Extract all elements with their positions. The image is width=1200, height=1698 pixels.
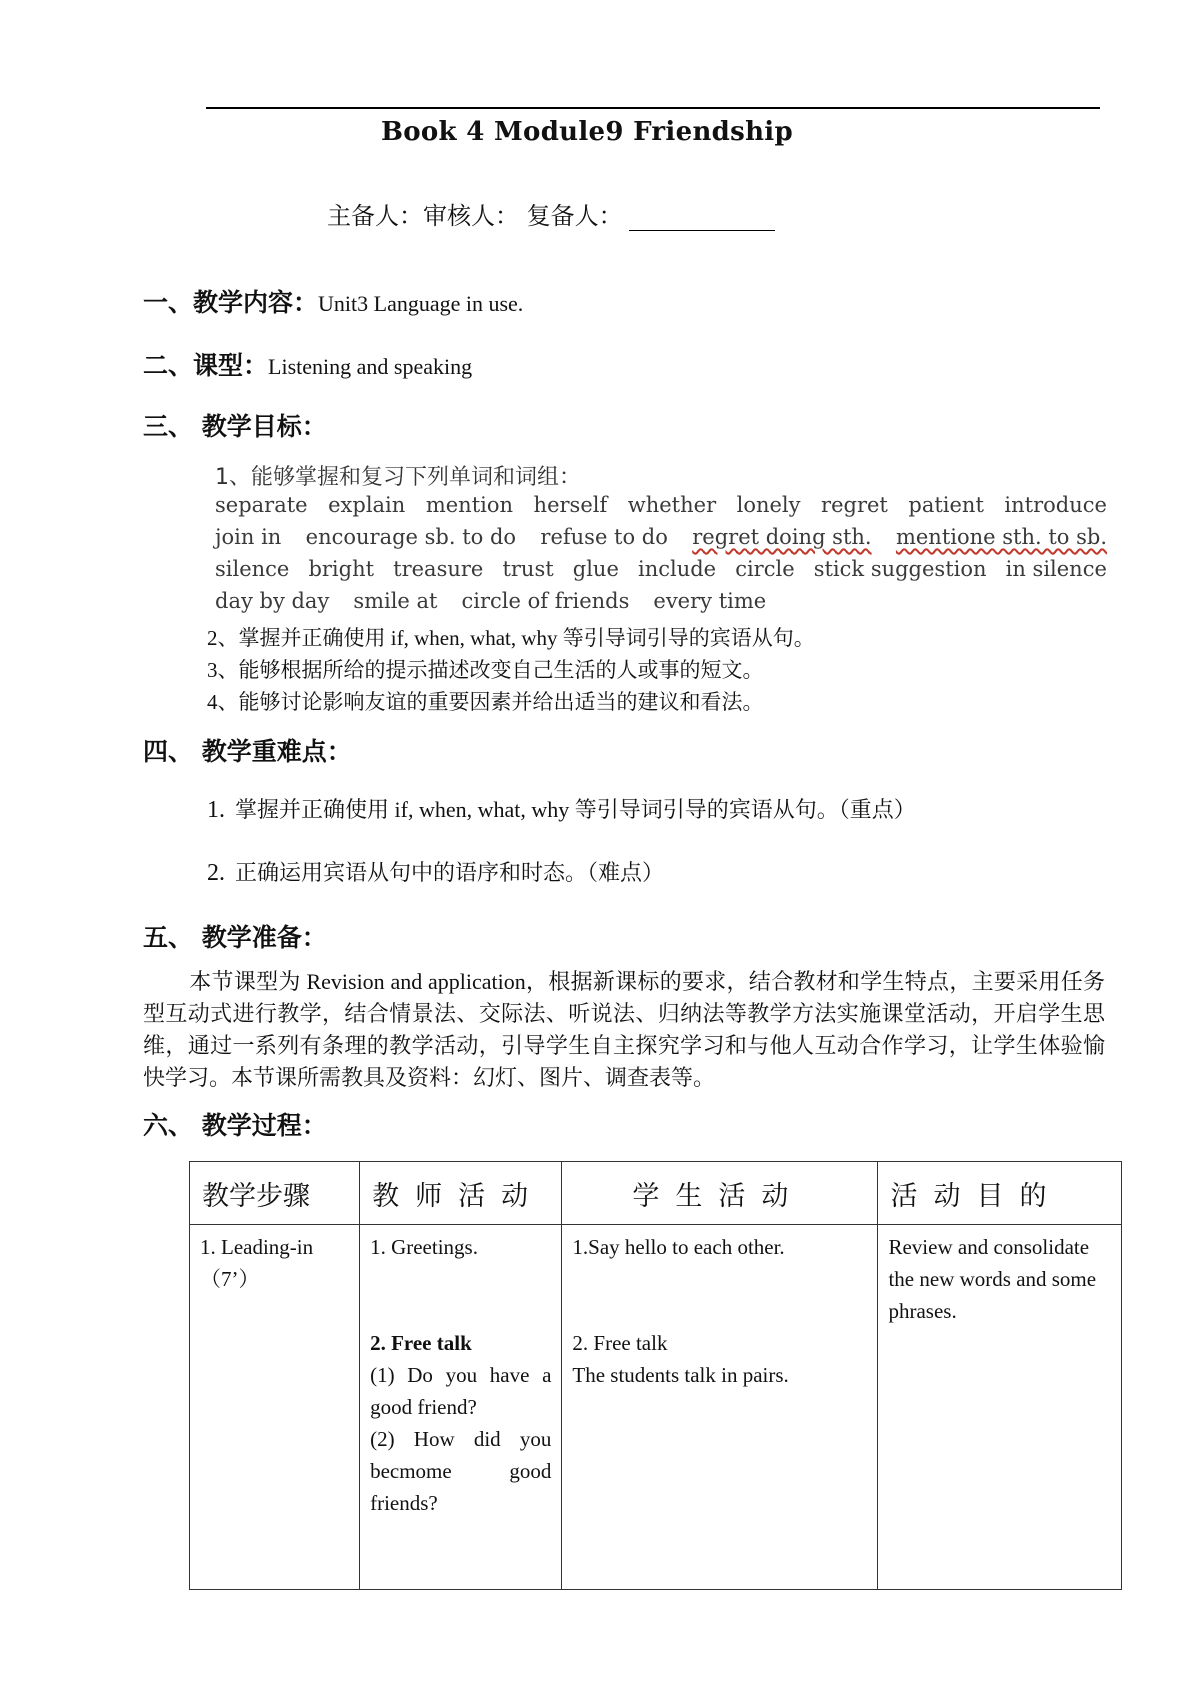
vocab-word: explain	[328, 493, 406, 517]
prep-people-label: 主备人：审核人： 复备人：	[327, 202, 623, 230]
key-point-number: 2.	[207, 860, 225, 886]
vocab-word: mention	[425, 493, 514, 517]
spacer	[572, 1295, 867, 1327]
preparation-text: 本节课型为 Revision and application，根据新课标的要求，结合教材和学生特点，主要采用任务型互动式进行教学，结合情景法、交际法、听说法、归纳法等教学方法实施课堂活动，开启学生思维，通过一系列有条理的教学活动，引导学生自主探究学习和与他人互动合作学习，让学生体验愉快学习。本节课所需教具及资料：幻灯、图片、调查表等。	[143, 969, 1105, 1090]
student-free-talk-title: 2. Free talk	[572, 1331, 668, 1355]
step-time: （7’）	[200, 1267, 260, 1291]
student-greetings: 1.Say hello to each other.	[572, 1235, 785, 1259]
vocab-row-1	[215, 493, 1107, 517]
vocab-word: silence	[215, 557, 290, 581]
vocab-word: regret	[821, 493, 888, 517]
vocab-word: whether	[627, 493, 717, 517]
section-process-label: 六、 教学过程：	[143, 1111, 327, 1140]
vocab-word: circle of friends	[461, 589, 630, 613]
vocab-word: glue	[572, 557, 619, 581]
vocab-word: mentione sth. to sb.	[895, 525, 1107, 549]
teacher-free-talk-title: 2. Free talk	[370, 1331, 472, 1355]
vocab-word: day by day	[215, 589, 330, 613]
key-point-2	[207, 856, 664, 887]
vocab-word: circle	[735, 557, 795, 581]
header-student-activity: 学生活动	[562, 1162, 878, 1225]
vocab-word: bright	[308, 557, 375, 581]
section-content-label: 一、教学内容：	[143, 288, 319, 317]
objectives-subtitle: 1、能够掌握和复习下列单词和词组：	[215, 465, 581, 490]
vocab-word: herself	[533, 493, 608, 517]
vocab-word: regret doing sth.	[692, 525, 872, 549]
preparation-paragraph	[143, 966, 1105, 1094]
section-type	[143, 346, 472, 382]
table-header-row	[190, 1162, 1122, 1225]
vocab-word: stick suggestion	[813, 557, 987, 581]
vocab-row-2	[215, 525, 1107, 549]
header-teacher-activity: 教师活动	[360, 1162, 562, 1225]
prep-people-blank	[629, 210, 775, 231]
objective-item-4: 4、能够讨论影响友谊的重要因素并给出适当的建议和看法。	[207, 690, 764, 714]
section-content	[143, 283, 523, 319]
vocab-word: separate	[215, 493, 308, 517]
section-type-value: Listening and speaking	[268, 354, 473, 379]
section-process	[143, 1106, 327, 1142]
vocab-word: introduce	[1004, 493, 1107, 517]
key-point-text: 掌握并正确使用 if, when, what, why 等引导词引导的宾语从句。（重点）	[235, 797, 916, 822]
vocab-row-3	[215, 557, 1107, 581]
cell-step	[190, 1225, 360, 1590]
prep-people-line	[327, 196, 775, 231]
objective-item-2: 2、掌握并正确使用 if, when, what, why 等引导词引导的宾语从句。	[207, 626, 815, 650]
vocab-word: trust	[502, 557, 554, 581]
step-name: 1. Leading-in	[200, 1235, 314, 1259]
section-preparation-label: 五、 教学准备：	[143, 923, 327, 952]
student-free-talk-text: The students talk in pairs.	[572, 1363, 789, 1387]
vocab-word: include	[637, 557, 717, 581]
document-title: Book 4 Module9 Friendship	[381, 117, 793, 147]
key-point-text: 正确运用宾语从句中的语序和时态。（难点）	[235, 860, 665, 885]
purpose-text: Review and consolidate the new words and some phrases.	[888, 1235, 1097, 1323]
spacer	[370, 1263, 551, 1295]
section-objectives-label: 三、 教学目标：	[143, 412, 327, 441]
header-rule	[206, 107, 1100, 109]
table-row	[190, 1225, 1122, 1590]
vocab-word: in silence	[1005, 557, 1107, 581]
section-objectives	[143, 407, 327, 443]
cell-student-activity	[562, 1225, 878, 1590]
cell-teacher-activity	[360, 1225, 562, 1590]
section-type-label: 二、课型：	[143, 351, 269, 380]
vocab-word: patient	[908, 493, 984, 517]
vocab-word: refuse to do	[540, 525, 668, 549]
key-point-1	[207, 793, 916, 824]
section-content-value: Unit3 Language in use.	[318, 291, 524, 316]
teacher-greetings: 1. Greetings.	[370, 1235, 478, 1259]
header-purpose: 活动目的	[878, 1162, 1122, 1225]
section-key-points	[143, 732, 352, 768]
cell-purpose	[878, 1225, 1122, 1590]
process-table	[189, 1161, 1122, 1590]
teacher-question-2: (2) How did you becmome good friends?	[370, 1427, 552, 1515]
vocab-word: every time	[653, 589, 767, 613]
section-preparation	[143, 918, 327, 954]
vocab-word: encourage sb. to do	[305, 525, 517, 549]
vocab-word: lonely	[736, 493, 801, 517]
vocab-word: treasure	[393, 557, 484, 581]
key-point-number: 1.	[207, 797, 225, 823]
vocab-word: smile at	[353, 589, 438, 613]
spacer	[572, 1263, 867, 1295]
vocab-word: join in	[215, 525, 282, 549]
objective-item-3: 3、能够根据所给的提示描述改变自己生活的人或事的短文。	[207, 658, 764, 682]
vocab-row-4	[215, 589, 1107, 613]
teacher-question-1: (1) Do you have a good friend?	[370, 1363, 552, 1419]
header-step: 教学步骤	[190, 1162, 360, 1225]
section-key-points-label: 四、 教学重难点：	[143, 737, 352, 766]
spacer	[370, 1295, 551, 1327]
